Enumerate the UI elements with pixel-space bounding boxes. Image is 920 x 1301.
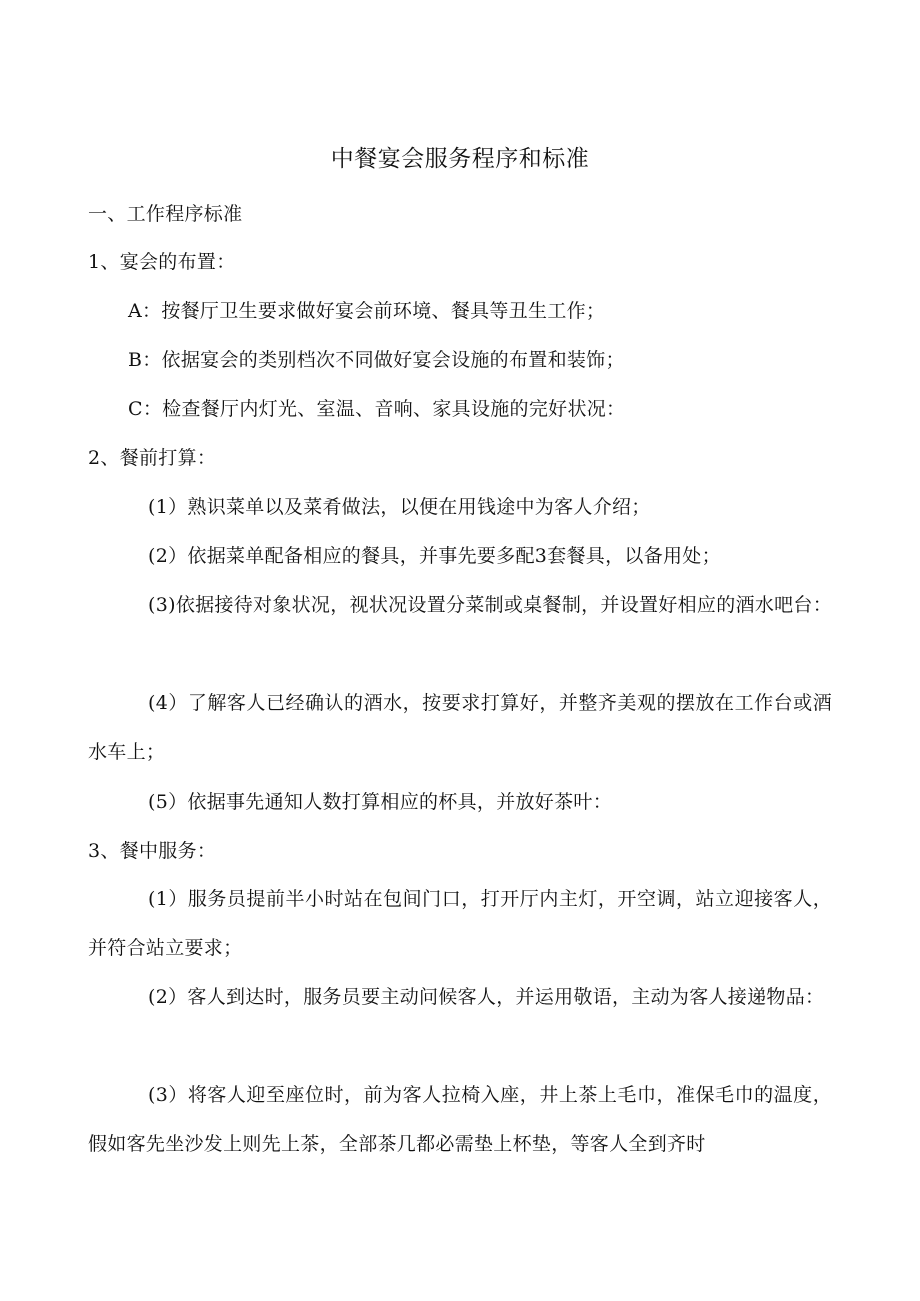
preparation-point-4: (4）了解客人已经确认的酒水，按要求打算好，并整齐美观的摆放在工作台或酒水车上；	[88, 692, 832, 763]
service-point-1: (1）服务员提前半小时站在包间门口，打开厅内主灯，开空调，站立迎接客人，并符合站立要求；	[88, 888, 832, 959]
preparation-point-3: (3)依据接待对象状况，视状况设置分菜制或桌餐制，并设置好相应的酒水吧台：	[148, 594, 833, 616]
service-point-3: (3）将客人迎至座位时，前为客人拉椅入座，井上茶上毛巾，准保毛巾的温度，假如客先坐沙发上则先上茶，全部茶几都必需垫上杯垫，等客人全到齐时	[88, 1084, 832, 1155]
layout-point-c: C：检查餐厅内灯光、室温、音响、家具设施的完好状况：	[128, 398, 626, 420]
layout-point-a: A：按餐厅卫生要求做好宴会前环境、餐具等丑生工作；	[128, 300, 606, 322]
item-heading-service: 3、餐中服务：	[88, 840, 217, 862]
preparation-point-5: (5）依据事先通知人数打算相应的杯具，并放好茶叶：	[148, 791, 613, 813]
layout-point-b: B：依据宴会的类别档次不同做好宴会设施的布置和装饰；	[128, 349, 625, 371]
item-heading-layout: 1、宴会的布置：	[88, 251, 236, 273]
preparation-point-2: (2）依据菜单配备相应的餐具，并事先要多配3套餐具，以备用处；	[148, 545, 721, 567]
document-title: 中餐宴会服务程序和标准	[330, 146, 590, 172]
service-point-2: (2）客人到达时，服务员要主动问候客人，并运用敬语，主动为客人接递物品：	[148, 986, 825, 1008]
section-heading: 一、工作程序标准	[88, 203, 243, 225]
preparation-point-1: (1）熟识菜单以及菜肴做法，以便在用钱途中为客人介绍；	[148, 496, 651, 518]
item-heading-preparation: 2、餐前打算：	[88, 447, 217, 469]
